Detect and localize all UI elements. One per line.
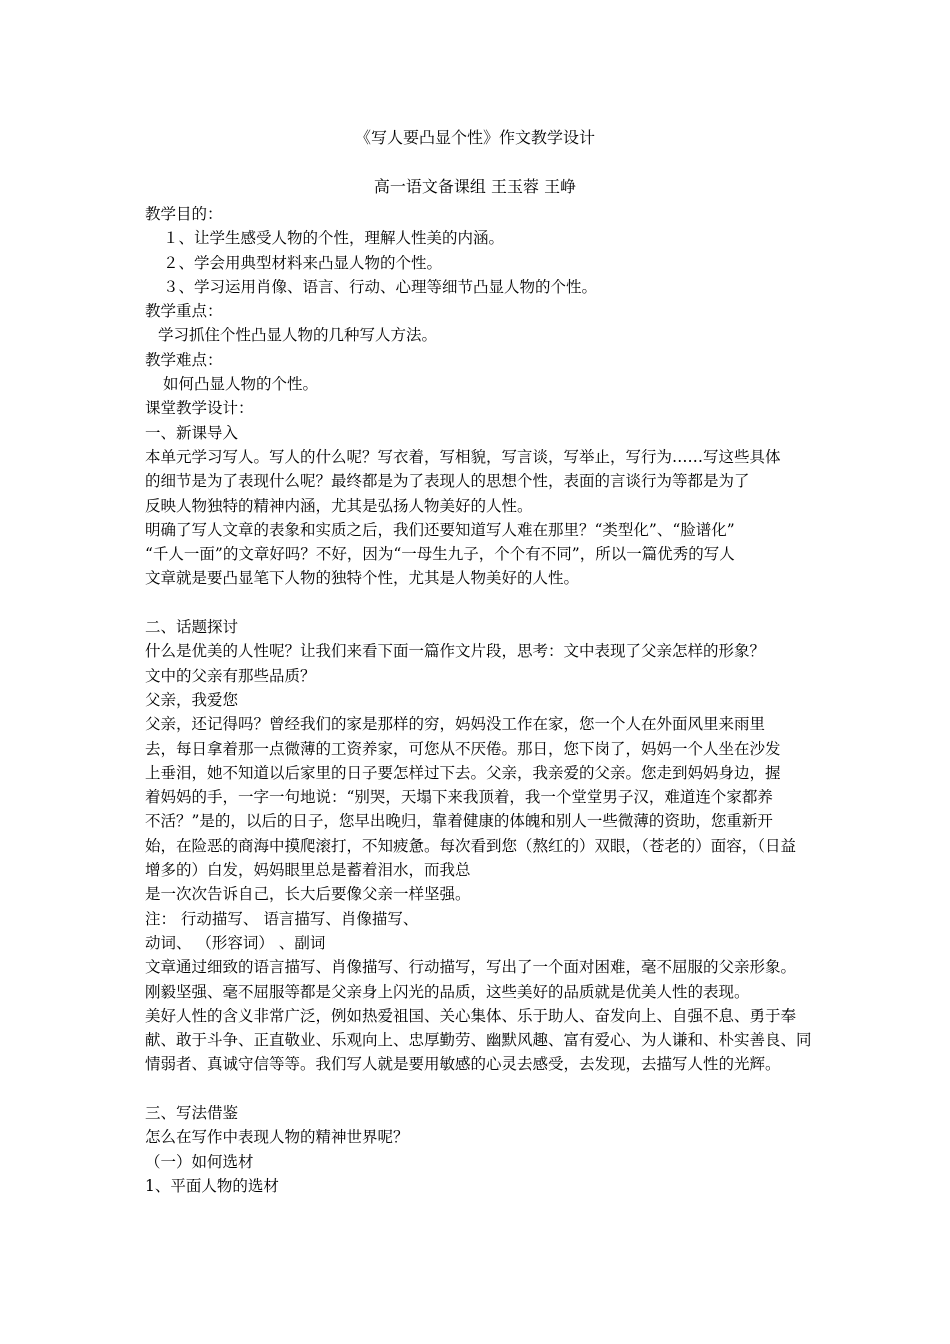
- section2-heading: 二、话题探讨: [145, 618, 239, 637]
- note-line: 动词、 （形容词） 、副词: [145, 933, 326, 952]
- section2-line: 文章通过细致的语言描写、肖像描写、行动描写，写出了一个面对困难，毫不屈服的父亲形象。: [145, 958, 797, 977]
- essay-line: 父亲，还记得吗？曾经我们的家是那样的穷，妈妈没工作在家，您一个人在外面风里来雨里: [145, 715, 766, 734]
- section2-line: 献、敢于斗争、正直敬业、乐观向上、忠厚勤劳、幽默风趣、富有爱心、为人谦和、朴实善良、同: [145, 1031, 812, 1050]
- blank-line: [145, 1077, 815, 1101]
- essay-line: 去，每日拿着那一点微薄的工资养家，可您从不厌倦。那日，您下岗了，妈妈一个人坐在沙发: [145, 739, 781, 758]
- section1-line: 本单元学习写人。写人的什么呢？写衣着，写相貌，写言谈，写举止，写行为……写这些具体: [145, 447, 781, 466]
- difficulty-heading: 教学难点：: [145, 350, 223, 369]
- goals-heading: 教学目的：: [145, 205, 223, 223]
- section2-line: 情弱者、真诚守信等等。我们写人就是要用敏感的心灵去感受，去发现，去描写人性的光辉。: [145, 1055, 781, 1074]
- section3-line: 怎么在写作中表现人物的精神世界呢？: [145, 1128, 409, 1147]
- section2-line: 文中的父亲有那些品质？: [145, 666, 316, 685]
- section2-line: 刚毅坚强、毫不屈服等都是父亲身上闪光的品质，这些美好的品质就是优美人性的表现。: [145, 982, 750, 1001]
- document-author: 高一语文备课组 王玉蓉 王峥: [373, 177, 577, 196]
- difficulty-text: 如何凸显人物的个性。: [163, 375, 319, 394]
- design-heading: 课堂教学设计：: [145, 399, 254, 418]
- goal-item: １、让学生感受人物的个性，理解人性美的内涵。: [163, 229, 505, 248]
- essay-line: 着妈妈的手，一字一句地说：“别哭，天塌下来我顶着，我一个堂堂男子汉，难道连个家都养: [145, 788, 773, 807]
- section1-line: 的细节是为了表现什么呢？最终都是为了表现人的思想个性，表面的言谈行为等都是为了: [145, 472, 750, 491]
- goal-item: ３、学习运用肖像、语言、行动、心理等细节凸显人物的个性。: [163, 277, 598, 296]
- document-body: [145, 202, 815, 1198]
- section1-line: 文章就是要凸显笔下人物的独特个性，尤其是人物美好的人性。: [145, 569, 580, 588]
- section3-line: （一）如何选材: [145, 1152, 254, 1171]
- section1-line: 反映人物独特的精神内涵，尤其是弘扬人物美好的人性。: [145, 496, 533, 515]
- focus-heading: 教学重点：: [145, 302, 223, 321]
- section3-heading: 三、写法借鉴: [145, 1103, 239, 1122]
- section1-line: “千人一面”的文章好吗？不好，因为“一母生九子，个个有不同”，所以一篇优秀的写人: [145, 545, 735, 564]
- essay-line: 是一次次告诉自己，长大后要像父亲一样坚强。: [145, 885, 471, 904]
- essay-title: 父亲，我爱您: [145, 690, 239, 709]
- section1-line: 明确了写人文章的表象和实质之后，我们还要知道写人难在那里？“类型化”、“脸谱化”: [145, 520, 735, 539]
- blank-line: [145, 591, 815, 615]
- note-line: 注： 行动描写、 语言描写、肖像描写、: [145, 909, 419, 928]
- essay-line: 上垂泪，她不知道以后家里的日子要怎样过下去。父亲，我亲爱的父亲。您走到妈妈身边，握: [145, 763, 781, 782]
- essay-line: 增多的）白发，妈妈眼里总是蓄着泪水，而我总: [145, 861, 471, 880]
- section2-line: 什么是优美的人性呢？让我们来看下面一篇作文片段，思考：文中表现了父亲怎样的形象？: [145, 642, 766, 661]
- document-title: 《写人要凸显个性》作文教学设计: [354, 128, 595, 147]
- section2-line: 美好人性的含义非常广泛，例如热爱祖国、关心集体、乐于助人、奋发向上、自强不息、勇于奉: [145, 1006, 797, 1025]
- goal-item: ２、学会用典型材料来凸显人物的个性。: [163, 253, 443, 272]
- section3-line: 1、平面人物的选材: [145, 1176, 279, 1195]
- focus-text: 学习抓住个性凸显人物的几种写人方法。: [158, 326, 438, 345]
- essay-line: 不活？”是的，以后的日子，您早出晚归，靠着健康的体魄和别人一些微薄的资助，您重新开: [145, 812, 773, 831]
- section1-heading: 一、新课导入: [145, 423, 239, 442]
- essay-line: 始，在险恶的商海中摸爬滚打，不知疲惫。每次看到您（熬红的）双眼，（苍老的）面容，（日益: [145, 836, 797, 855]
